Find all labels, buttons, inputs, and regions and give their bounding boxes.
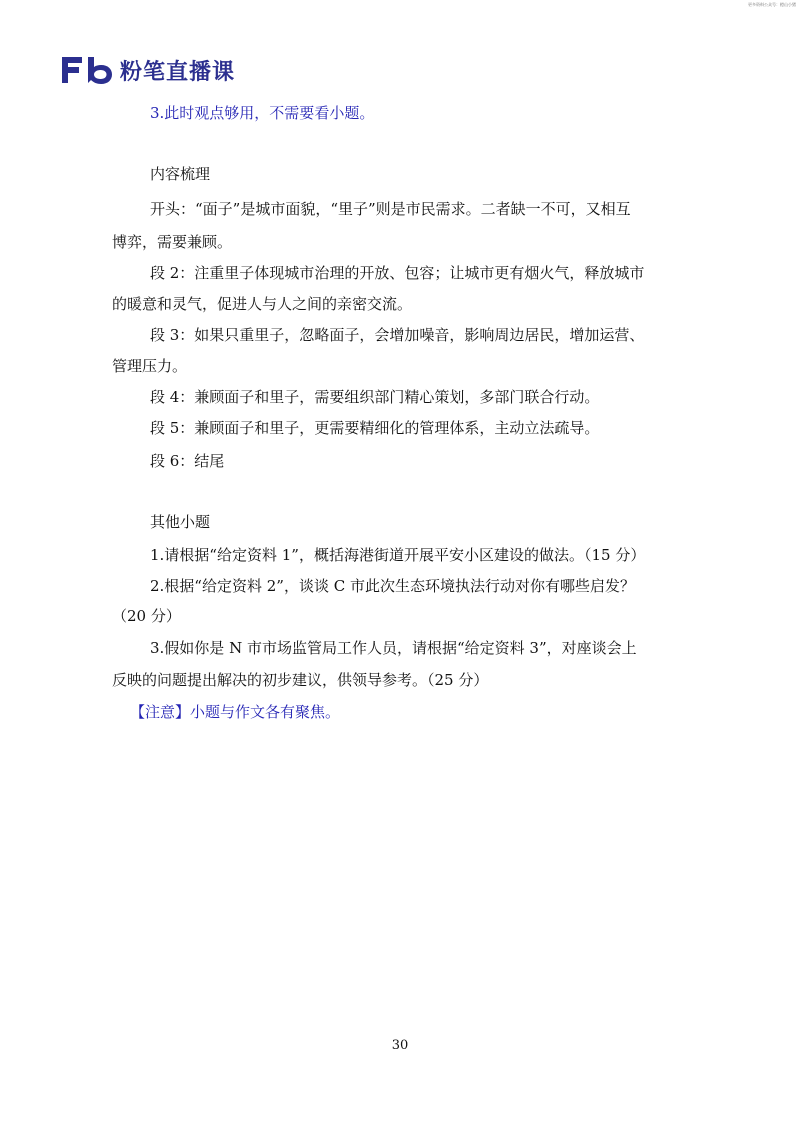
brand-name: 粉笔直播课 [120, 59, 236, 85]
paragraph6-line: 段 6：结尾 [150, 452, 225, 470]
focus-notice [130, 702, 710, 722]
question3-line-2: 反映的问题提出解决的初步建议，供领导参考。（25 分） [112, 671, 489, 689]
other-questions-heading: 其他小题 [150, 513, 211, 531]
question2-line-2: （20 分） [112, 607, 181, 625]
question3-line-1: 3.假如你是 N 市市场监管局工作人员，请根据“给定资料 3”，对座谈会上 [150, 639, 637, 657]
question2-line-1: 2.根据“给定资料 2”，谈谈 C 市此次生态环境执法行动对你有哪些启发？ [150, 577, 635, 595]
note-enough-viewpoints: 3.此时观点够用，不需要看小题。 [150, 104, 375, 122]
paragraph4-line: 段 4：兼顾面子和里子，需要组织部门精心策划，多部门联合行动。 [150, 388, 600, 406]
paragraph3-line-2: 管理压力。 [112, 357, 188, 375]
brand-header [58, 52, 235, 88]
paragraph2-line-2: 的暖意和灵气，促进人与人之间的亲密交流。 [112, 295, 413, 313]
opening-line-1: 开头：“面子”是城市面貌，“里子”则是市民需求。二者缺一不可，又相互 [150, 200, 631, 218]
focus-notice-text: 【注意】小题与作文各有聚焦。 [130, 703, 341, 721]
question1-line: 1.请根据“给定资料 1”，概括海港街道开展平安小区建设的做法。（15 分） [150, 546, 646, 564]
opening-line-2: 博弈，需要兼顾。 [112, 233, 233, 251]
top-corner-note: 更多资料公众号：橙山小猪 [748, 2, 796, 7]
paragraph2-line-1: 段 2：注重里子体现城市治理的开放、包容；让城市更有烟火气，释放城市 [150, 264, 645, 282]
paragraph3-line-1: 段 3：如果只重里子，忽略面子，会增加噪音，影响周边居民，增加运营、 [150, 326, 645, 344]
page-number: 30 [391, 1038, 409, 1053]
paragraph5-line: 段 5：兼顾面子和里子，更需要精细化的管理体系，主动立法疏导。 [150, 419, 600, 437]
fenbi-logo-icon [58, 55, 116, 85]
content-summary-heading: 内容梳理 [150, 165, 211, 183]
